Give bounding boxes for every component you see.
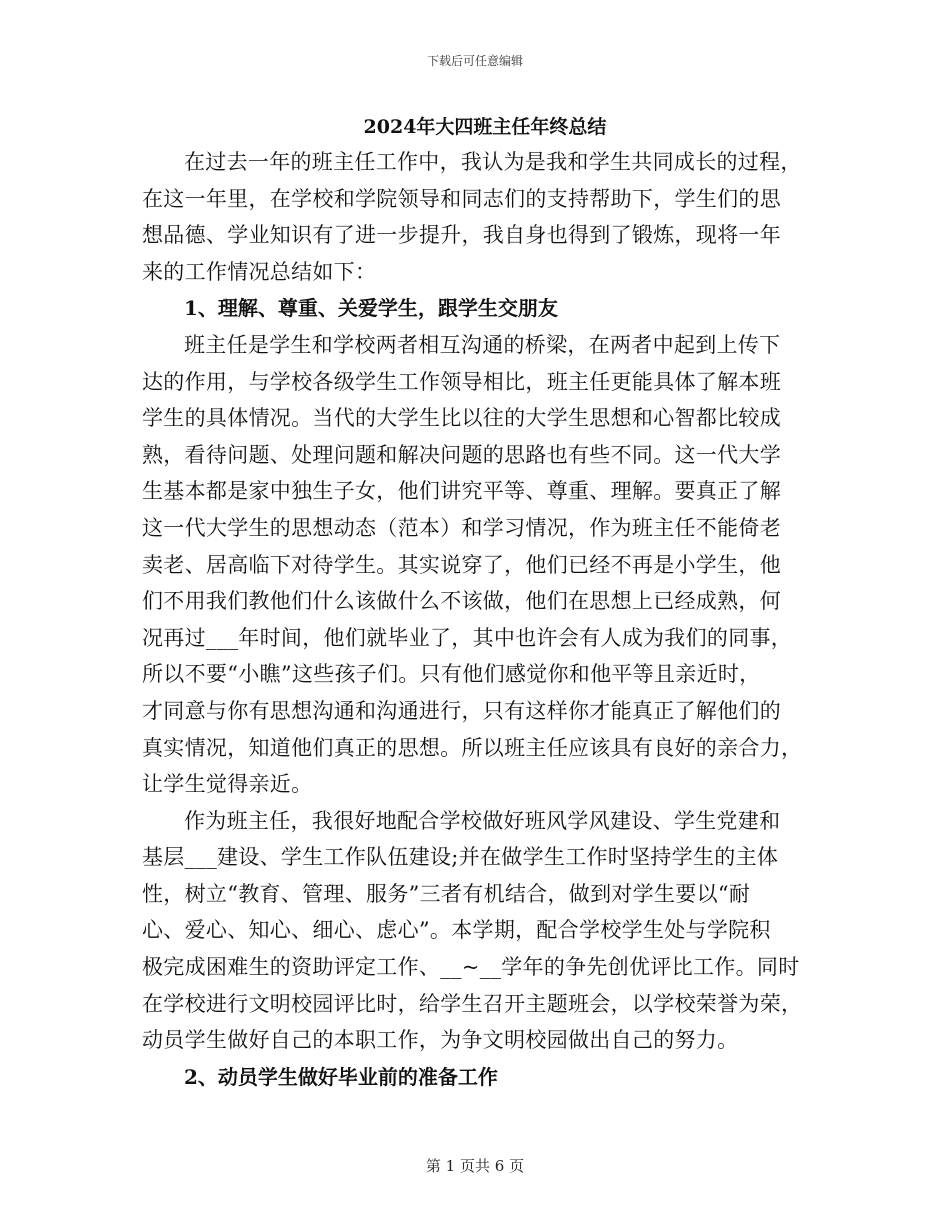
text-line: 生基本都是家中独生子女，他们讲究平等、尊重、理解。要真正了解 (142, 479, 781, 504)
text-line: 熟，看待问题、处理问题和解决问题的思路也有些不同。这一代大学 (142, 442, 781, 467)
text-line: 学生的具体情况。当代的大学生比以往的大学生思想和心智都比较成 (142, 406, 781, 431)
text-line: 才同意与你有思想沟通和沟通进行，只有这样你才能真正了解他们的 (142, 698, 781, 723)
text-line: 作为班主任，我很好地配合学校做好班风学风建设、学生党建和 (184, 808, 781, 833)
text-line: 心、爱心、知心、细心、虑心”。本学期，配合学校学生处与学院积 (142, 918, 771, 943)
section-heading: 1、理解、尊重、关爱学生，跟学生交朋友 (184, 296, 558, 321)
text-line: 性，树立“教育、管理、服务”三者有机结合，做到对学生要以“耐 (142, 881, 751, 906)
page-footer: 第 1 页共 6 页 (425, 1157, 525, 1175)
document-title: 2024年大四班主任年终总结 (363, 116, 607, 138)
text-line: 在学校进行文明校园评比时，给学生召开主题班会，以学校荣誉为荣， (142, 991, 803, 1016)
text-line: 让学生觉得亲近。 (142, 772, 313, 797)
section1-paragraph-2 (142, 803, 808, 1059)
section-heading: 2、动员学生做好毕业前的准备工作 (184, 1064, 498, 1089)
document-body (142, 110, 808, 1095)
text-line: 班主任是学生和学校两者相互沟通的桥梁，在两者中起到上传下 (184, 332, 781, 357)
page-header: 下载后可任意编辑 (426, 54, 523, 68)
text-line: 动员学生做好自己的本职工作，为争文明校园做出自己的努力。 (142, 1028, 739, 1053)
text-line: 们不用我们教他们什么该做什么不该做，他们在思想上已经成熟，何 (142, 589, 781, 614)
intro-paragraph (142, 144, 808, 290)
text-line: 况再过___年时间，他们就毕业了，其中也许会有人成为我们的同事， (142, 625, 793, 650)
text-line: 极完成困难生的资助评定工作、__~__学年的争先创优评比工作。同时 (142, 955, 800, 980)
text-line: 卖老、居高临下对待学生。其实说穿了，他们已经不再是小学生，他 (142, 552, 781, 577)
text-line: 基层___建设、学生工作队伍建设;并在做学生工作时坚持学生的主体 (142, 845, 779, 870)
text-line: 达的作用，与学校各级学生工作领导相比，班主任更能具体了解本班 (142, 369, 781, 394)
text-line: 在这一年里，在学校和学院领导和同志们的支持帮助下，学生们的思 (142, 186, 781, 211)
text-line: 这一代大学生的思想动态（范本）和学习情况，作为班主任不能倚老 (142, 515, 781, 540)
text-line: 所以不要“小瞧”这些孩子们。只有他们感觉你和他平等且亲近时， (142, 662, 761, 687)
section1-paragraph-1 (142, 327, 808, 803)
text-line: 来的工作情况总结如下： (142, 259, 377, 284)
text-line: 真实情况，知道他们真正的思想。所以班主任应该具有良好的亲合力， (142, 735, 803, 760)
text-line: 想品德、学业知识有了进一步提升，我自身也得到了锻炼，现将一年 (142, 223, 781, 248)
text-line: 在过去一年的班主任工作中，我认为是我和学生共同成长的过程， (184, 150, 802, 174)
